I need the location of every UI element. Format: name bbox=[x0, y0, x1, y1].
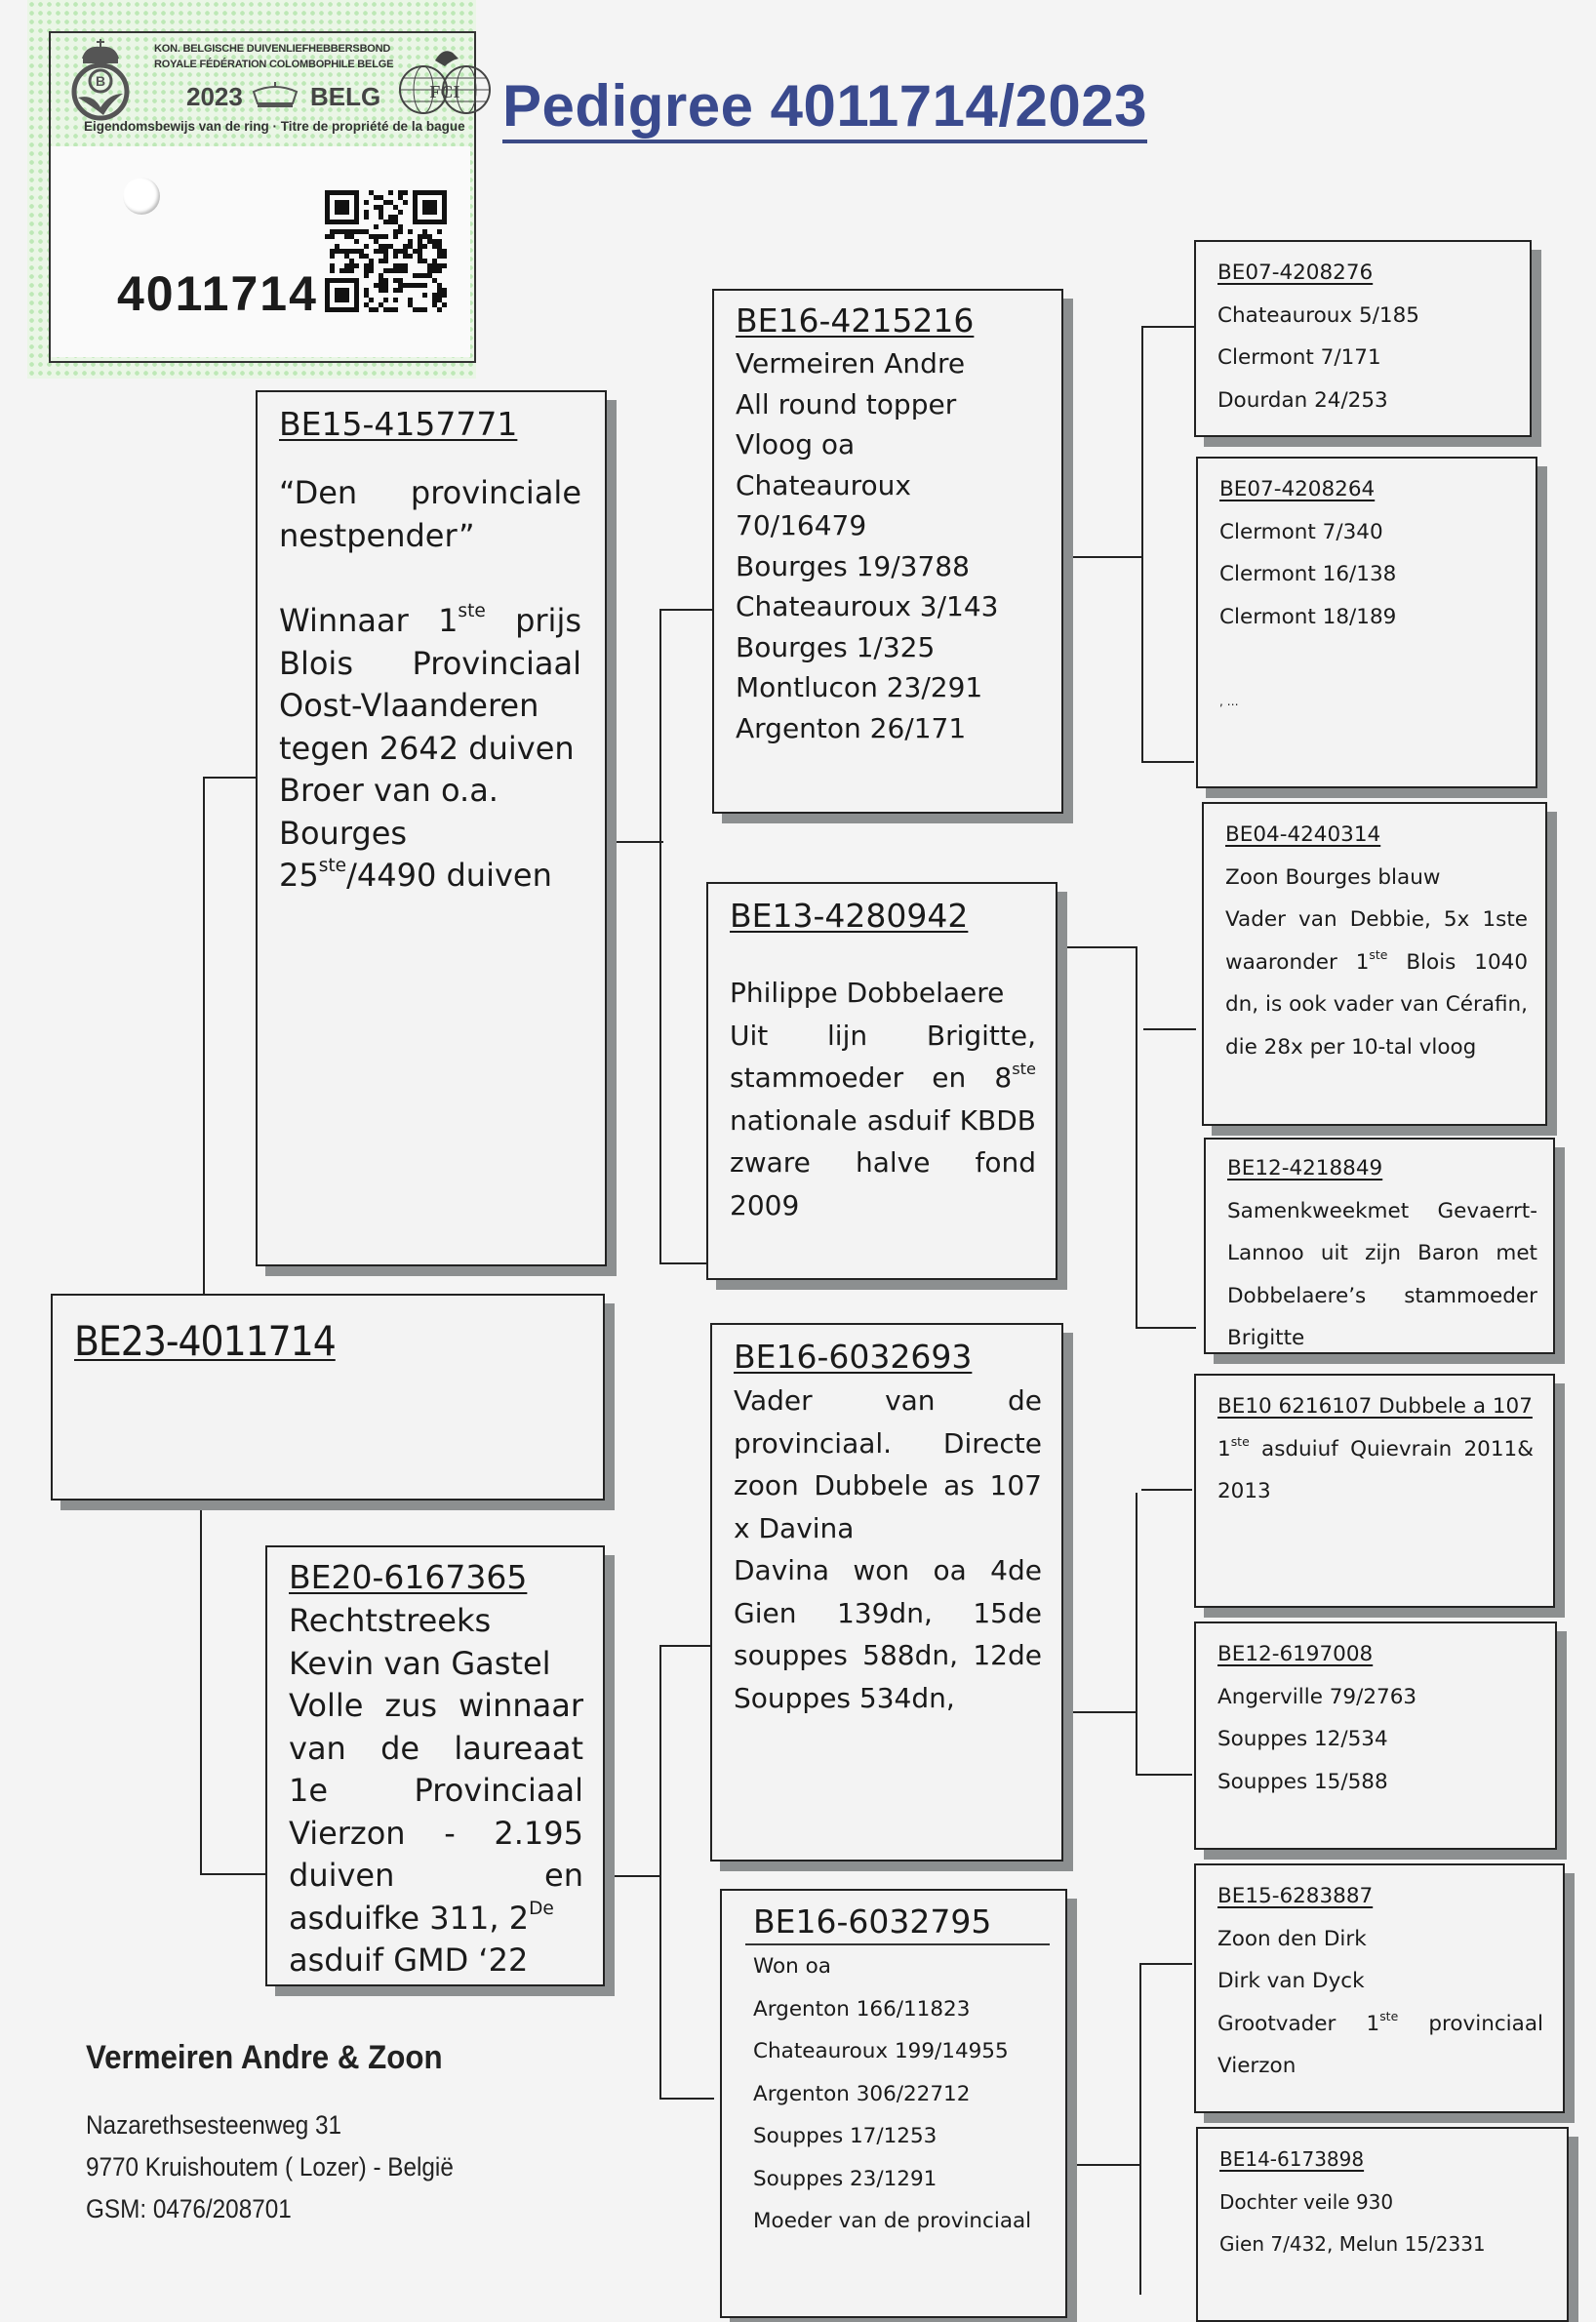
mmm-line: Dochter veile 930 bbox=[1219, 2189, 1394, 2214]
page-title: Pedigree 4011714/2023 bbox=[502, 73, 1147, 143]
father-ring-number: BE15-4157771 bbox=[279, 405, 518, 443]
mfm-lines bbox=[1217, 1676, 1530, 1804]
connector-line bbox=[1139, 1963, 1141, 2295]
ring-ownership-card bbox=[27, 0, 476, 379]
connector-line bbox=[1136, 1327, 1196, 1329]
kbdb-logo-icon bbox=[68, 37, 133, 125]
mmf-box[interactable] bbox=[1194, 1863, 1565, 2113]
card-org-fr: ROYALE FÉDÉRATION COLOMBOPHILE BELGE bbox=[154, 59, 394, 70]
father-race: Bourges bbox=[279, 814, 408, 852]
father-achievement: Winnaar 1ste prijs Blois Provinciaal Oost-Vlaanderen tegen 2642 duiven bbox=[279, 601, 581, 767]
connector-line bbox=[659, 609, 712, 611]
ff-box[interactable] bbox=[712, 289, 1063, 814]
mother-achievement: Volle zus winnaar van de laureaat 1e Provinciaal Vierzon - 2.195 duiven en asduifke 311, 2De bbox=[289, 1687, 583, 1937]
mff-description: 1ste asduiuf Quievrain 2011& 2013 bbox=[1217, 1433, 1534, 1503]
mff-ring-number: BE10 6216107 Dubbele a 107 bbox=[1217, 1394, 1533, 1419]
father-sibling-note: Broer van o.a. bbox=[279, 772, 499, 809]
ffm-line: Clermont 16/138 bbox=[1219, 562, 1397, 586]
mm-box[interactable] bbox=[720, 1889, 1067, 2318]
connector-line bbox=[203, 777, 256, 779]
fci-globe-logo-icon bbox=[396, 39, 494, 117]
connector-line bbox=[1143, 1028, 1196, 1030]
connector-line bbox=[1136, 1774, 1192, 1776]
connector-line bbox=[659, 609, 661, 1264]
connector-line bbox=[1141, 761, 1194, 763]
crown-icon bbox=[250, 82, 300, 109]
mm-line: Argenton 306/22712 bbox=[753, 2081, 971, 2106]
fff-ring-number: BE07-4208276 bbox=[1217, 260, 1374, 285]
connector-line bbox=[200, 1873, 266, 1875]
breeder-phone: GSM: 0476/208701 bbox=[86, 2194, 292, 2223]
ff-line: Chateauroux 3/143 bbox=[736, 590, 999, 622]
mff-box[interactable] bbox=[1194, 1374, 1555, 1608]
connector-line bbox=[1136, 946, 1137, 1327]
breeder-name: Vermeiren Andre & Zoon bbox=[86, 2039, 443, 2076]
father-box[interactable] bbox=[256, 390, 607, 1266]
mf-box[interactable] bbox=[710, 1323, 1063, 1862]
mmm-ring-number: BE14-6173898 bbox=[1219, 2147, 1365, 2171]
connector-line bbox=[659, 2098, 714, 2100]
connector-line bbox=[1141, 326, 1194, 328]
mfm-ring-number: BE12-6197008 bbox=[1217, 1642, 1374, 1666]
card-ring-number: 4011714 bbox=[117, 266, 318, 321]
fm-breeder: Philippe Dobbelaere bbox=[730, 977, 1005, 1009]
fff-line: Dourdan 24/253 bbox=[1217, 387, 1388, 413]
fff-box[interactable] bbox=[1194, 240, 1532, 437]
mmm-box[interactable] bbox=[1196, 2127, 1569, 2322]
connector-line bbox=[203, 777, 205, 1294]
ffm-ring-number: BE07-4208264 bbox=[1219, 477, 1376, 501]
ff-ring-number: BE16-4215216 bbox=[736, 301, 975, 340]
fm-description: Uit lijn Brigitte, stammoeder en 8ste nationale asduif KBDB zware halve fond 2009 bbox=[730, 1019, 1036, 1221]
connector-line bbox=[659, 1645, 710, 1647]
mother-box[interactable] bbox=[265, 1545, 605, 1986]
father-nickname: “Den provinciale nestpender” bbox=[279, 474, 581, 554]
fm-ring-number: BE13-4280942 bbox=[730, 897, 969, 935]
ff-line: Chateauroux bbox=[736, 468, 911, 501]
mmf-description: Grootvader 1ste provinciaal Vierzon bbox=[1217, 2008, 1543, 2078]
mm-lines bbox=[745, 1945, 1050, 2243]
card-punch-hole bbox=[123, 178, 160, 215]
father-race-result: 25ste/4490 duiven bbox=[279, 856, 552, 894]
connector-line bbox=[1141, 1489, 1192, 1491]
mfm-box[interactable] bbox=[1194, 1621, 1557, 1850]
card-org-nl: KON. BELGISCHE DUIVENLIEFHEBBERSBOND bbox=[154, 43, 391, 55]
mm-line: Chateauroux 199/14955 bbox=[753, 2039, 1009, 2063]
card-ownership-text: Eigendomsbewijs van de ring · Titre de propriété de la bague bbox=[84, 119, 465, 134]
mfm-line: Souppes 12/534 bbox=[1217, 1727, 1388, 1751]
fmm-description: Samenkweekmet Gevaerrt-Lannoo uit zijn Baron met Dobbelaere’s stammoeder Brigitte bbox=[1227, 1198, 1537, 1350]
ff-lines bbox=[736, 343, 1048, 748]
mother-line: Kevin van Gastel bbox=[289, 1644, 551, 1682]
mm-line: Souppes 17/1253 bbox=[753, 2124, 938, 2148]
mf-description: Vader van de provinciaal. Directe zoon Dubbele as 107 x Davina bbox=[734, 1384, 1042, 1544]
connector-line bbox=[659, 1645, 661, 2100]
ff-line: Vermeiren Andre bbox=[736, 347, 966, 380]
mother-line: Rechtstreeks bbox=[289, 1602, 492, 1639]
mfm-line: Souppes 15/588 bbox=[1217, 1769, 1388, 1794]
connector-line bbox=[1065, 1711, 1137, 1713]
fmf-ring-number: BE04-4240314 bbox=[1225, 822, 1381, 847]
ffm-lines bbox=[1219, 511, 1512, 639]
mmf-line: Dirk van Dyck bbox=[1217, 1969, 1365, 1993]
fm-box[interactable] bbox=[706, 882, 1057, 1280]
mm-line: Souppes 23/1291 bbox=[753, 2166, 938, 2191]
fmf-line: Zoon Bourges blauw bbox=[1225, 864, 1441, 890]
mmm-lines bbox=[1219, 2182, 1547, 2266]
ff-line: Vloog oa bbox=[736, 428, 856, 460]
card-country: BELG bbox=[310, 82, 381, 111]
ff-line: Bourges 1/325 bbox=[736, 630, 936, 663]
connector-line bbox=[1139, 1963, 1192, 1965]
mf-ring-number: BE16-6032693 bbox=[734, 1338, 973, 1376]
fff-line: Chateauroux 5/185 bbox=[1217, 302, 1419, 328]
connector-line bbox=[605, 841, 663, 843]
ff-line: Bourges 19/3788 bbox=[736, 549, 970, 582]
fff-lines bbox=[1217, 295, 1510, 422]
breeder-city: 9770 Kruishoutem ( Lozer) - België bbox=[86, 2152, 454, 2182]
fff-line: Clermont 7/171 bbox=[1217, 345, 1381, 370]
mm-line: Won oa bbox=[753, 1954, 831, 1979]
mm-line: Moeder van de provinciaal bbox=[753, 2209, 1032, 2233]
fmf-description: Vader van Debbie, 5x 1ste waaronder 1ste Blois 1040 dn, is ook vader van Cérafin, die 28x per 10-tal vloog bbox=[1225, 907, 1528, 1060]
connector-line bbox=[659, 1262, 706, 1264]
mmf-line: Zoon den Dirk bbox=[1217, 1926, 1367, 1951]
mm-line: Argenton 166/11823 bbox=[753, 1996, 971, 2022]
connector-line bbox=[1141, 326, 1143, 761]
mfm-line: Angerville 79/2763 bbox=[1217, 1684, 1417, 1709]
connector-line bbox=[1063, 556, 1143, 558]
connector-line bbox=[1057, 946, 1137, 948]
ffm-line: Clermont 18/189 bbox=[1219, 604, 1397, 629]
connector-line bbox=[603, 1875, 661, 1877]
card-year: 2023 bbox=[186, 82, 243, 111]
ffm-trailing-text: , … bbox=[1219, 695, 1239, 708]
ff-line: All round topper bbox=[736, 387, 957, 420]
ffm-box[interactable] bbox=[1196, 457, 1537, 788]
subject-ring-number: BE23-4011714 bbox=[74, 1317, 336, 1365]
connector-line bbox=[1136, 1493, 1137, 1776]
mother-ring-number: BE20-6167365 bbox=[289, 1558, 528, 1596]
connector-line bbox=[200, 1501, 202, 1873]
subject-box[interactable] bbox=[51, 1294, 605, 1501]
mm-ring-number: BE16-6032795 bbox=[745, 1901, 1050, 1945]
fmf-box[interactable] bbox=[1202, 802, 1547, 1126]
fmm-box[interactable] bbox=[1204, 1138, 1555, 1354]
ffm-line: Clermont 7/340 bbox=[1219, 519, 1383, 544]
svg-text:B: B bbox=[95, 73, 106, 89]
connector-line bbox=[1067, 2164, 1141, 2166]
fmm-ring-number: BE12-4218849 bbox=[1227, 1156, 1383, 1181]
ff-line: 70/16479 bbox=[736, 509, 867, 541]
mother-line: asduif GMD ‘22 bbox=[289, 1942, 529, 1979]
mf-dam-results: Davina won oa 4de Gien 139dn, 15de souppes 588dn, 12de Souppes 534dn, bbox=[734, 1554, 1042, 1714]
mmm-line: Gien 7/432, Melun 15/2331 bbox=[1219, 2232, 1486, 2256]
breeder-street: Nazarethsesteenweg 31 bbox=[86, 2110, 342, 2140]
ff-line: Argenton 26/171 bbox=[736, 711, 967, 744]
qr-code-icon[interactable] bbox=[325, 190, 447, 312]
ff-line: Montlucon 23/291 bbox=[736, 671, 983, 703]
svg-text:FCI: FCI bbox=[429, 82, 460, 101]
mmf-ring-number: BE15-6283887 bbox=[1217, 1884, 1374, 1908]
